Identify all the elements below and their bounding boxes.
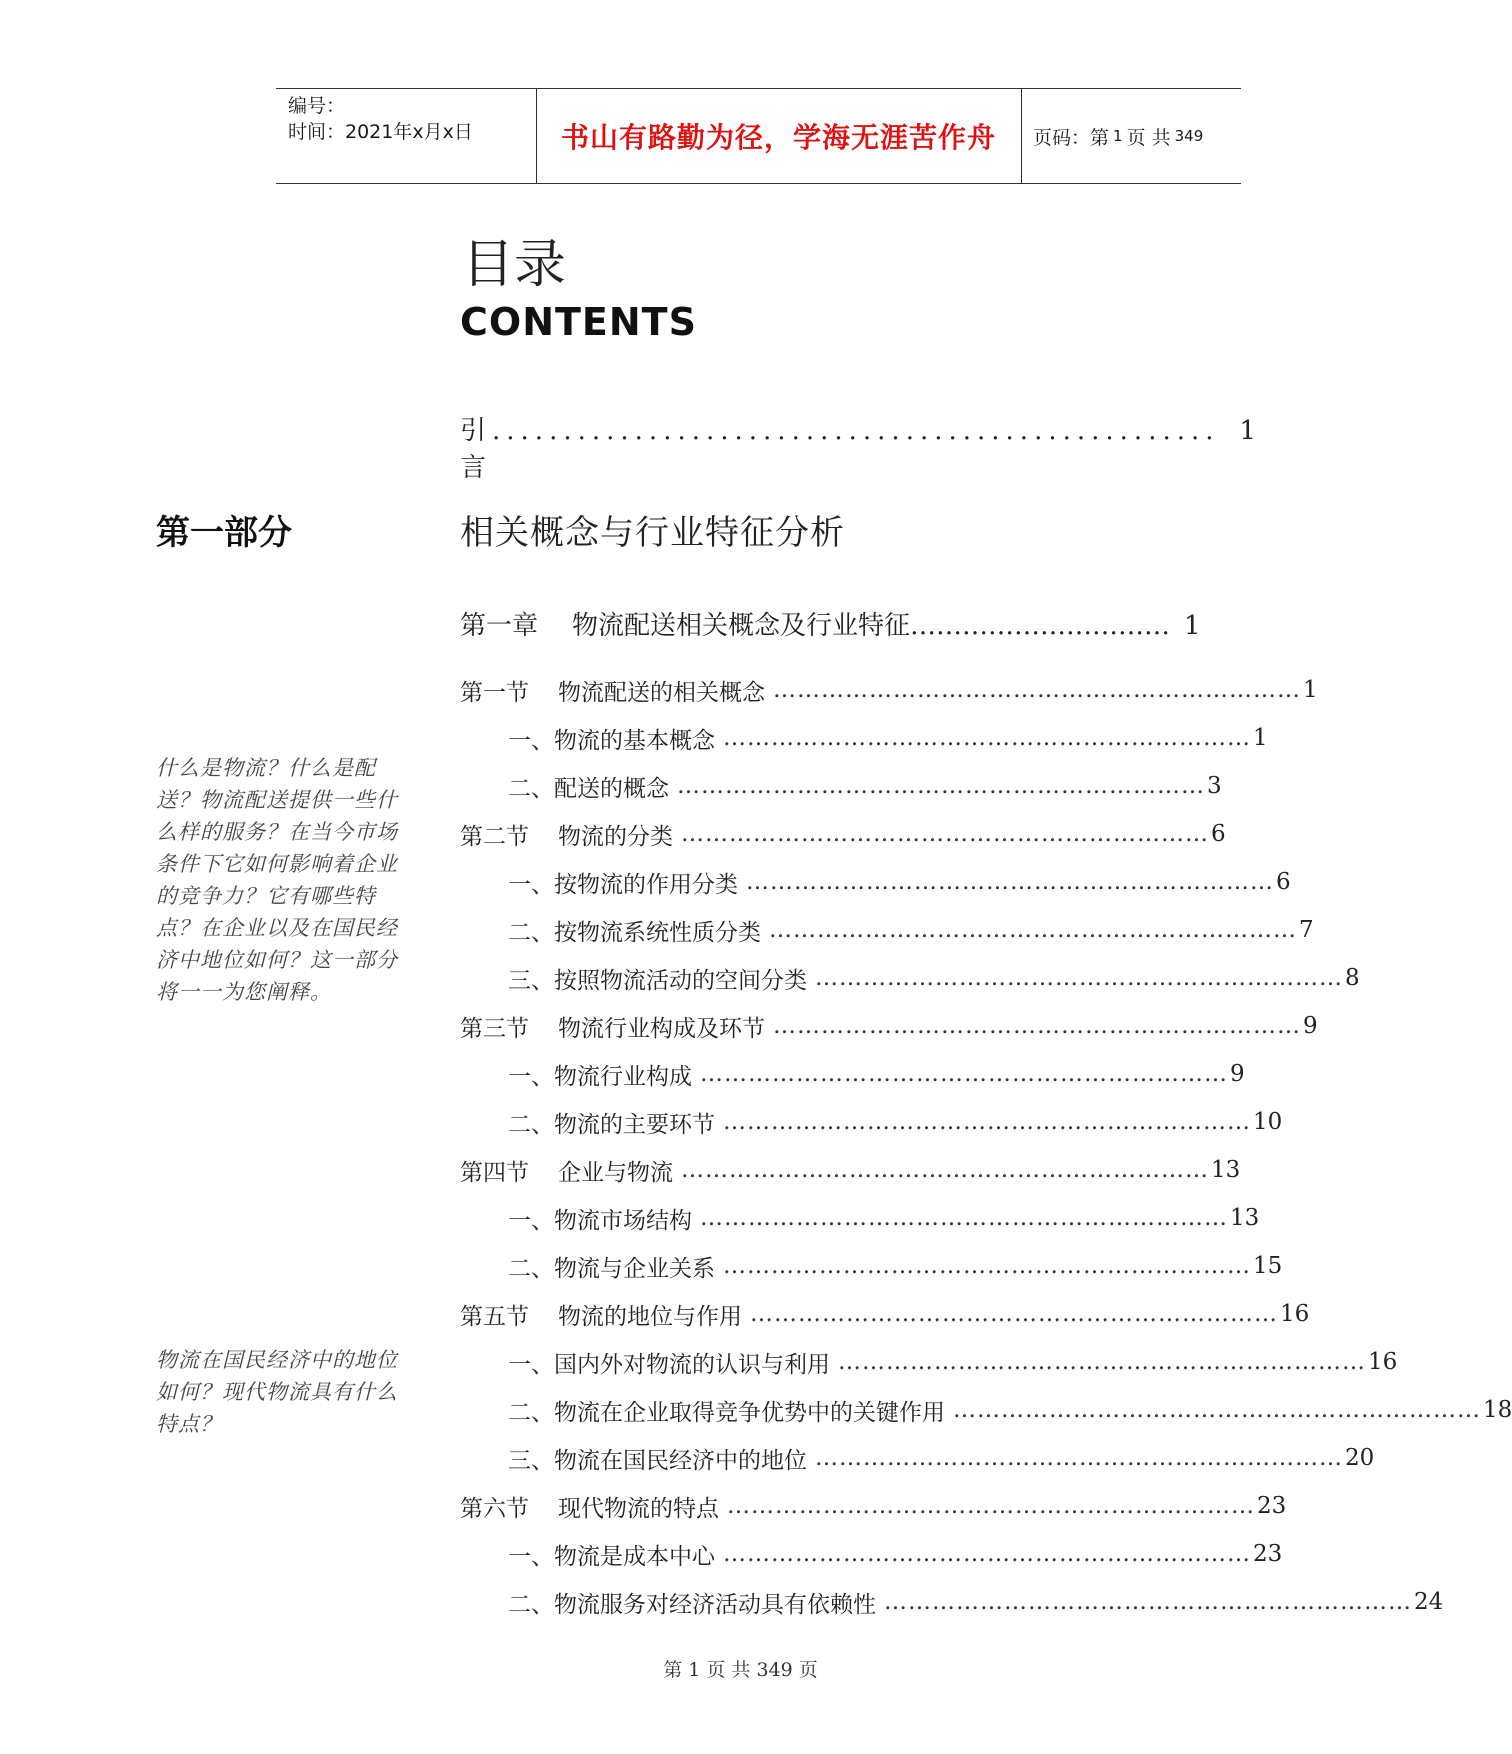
leader-dots: ………………………………………………………… <box>815 965 1343 991</box>
entry-page: 9 <box>1230 1061 1245 1087</box>
leader-dots: ………………………………………………………… <box>681 821 1209 847</box>
toc-list <box>460 666 1512 1626</box>
chapter-page: 1 <box>1184 611 1201 641</box>
part-label: 第一部分 <box>156 513 292 553</box>
toc-subsection-entry[interactable] <box>460 1194 1260 1242</box>
leader-dots: ………………………………………………………… <box>700 1205 1228 1231</box>
entry-page: 23 <box>1257 1493 1287 1519</box>
entry-title: 现代物流的特点 <box>558 1495 719 1522</box>
leader-dots: ………………………………………………………… <box>815 1445 1343 1471</box>
leader-dots: ………………………………………………………… <box>723 1109 1251 1135</box>
leader-dots: ................................................... <box>492 416 1220 446</box>
toc-section-entry[interactable] <box>460 1290 1310 1338</box>
entry-page: 13 <box>1211 1157 1241 1183</box>
document-time: 时间：2021年x月x日 <box>288 121 473 143</box>
entry-title: 企业与物流 <box>558 1159 673 1186</box>
page-mid: 页 共 <box>1126 126 1171 149</box>
entry-title: 二、物流与企业关系 <box>508 1255 715 1282</box>
leader-dots: ………………………………………………………… <box>953 1397 1481 1423</box>
entry-page: 16 <box>1280 1301 1310 1327</box>
entry-page: 10 <box>1253 1109 1283 1135</box>
entry-title: 二、配送的概念 <box>508 775 669 802</box>
intro-label: 引言 <box>460 416 487 483</box>
entry-page: 24 <box>1414 1589 1444 1615</box>
toc-section-entry[interactable] <box>460 1002 1318 1050</box>
document-number-label: 编号： <box>288 95 346 117</box>
entry-title: 一、物流的基本概念 <box>508 727 715 754</box>
entry-page: 13 <box>1230 1205 1260 1231</box>
header-page-info <box>1033 89 1207 183</box>
toc-subsection-entry[interactable] <box>460 1386 1512 1434</box>
entry-title: 一、按物流的作用分类 <box>508 871 738 898</box>
chapter-number: 第一章 <box>460 611 539 641</box>
entry-title: 二、物流服务对经济活动具有依赖性 <box>508 1591 876 1618</box>
toc-title-english: CONTENTS <box>460 300 697 344</box>
entry-title: 物流行业构成及环节 <box>558 1015 765 1042</box>
leader-dots: ………………………………………………………… <box>884 1589 1412 1615</box>
entry-page: 3 <box>1207 773 1222 799</box>
leader-dots: ………………………………………………………… <box>677 773 1205 799</box>
entry-page: 16 <box>1368 1349 1398 1375</box>
entry-page: 1 <box>1303 677 1318 703</box>
toc-subsection-entry[interactable] <box>460 762 1222 810</box>
toc-title-chinese: 目录 <box>462 235 567 295</box>
leader-dots: ………………………………………………………… <box>727 1493 1255 1519</box>
toc-section-entry[interactable] <box>460 1146 1241 1194</box>
intro-page: 1 <box>1239 416 1257 446</box>
chapter-title: 物流配送相关概念及行业特征 <box>572 611 911 641</box>
entry-title: 物流配送的相关概念 <box>558 679 765 706</box>
entry-page: 1 <box>1253 725 1268 751</box>
page-total: 349 <box>1174 127 1204 145</box>
toc-section-entry[interactable] <box>460 810 1226 858</box>
header-motto: 书山有路勤为径，学海无涯苦作舟 <box>560 121 996 154</box>
leader-dots: ………………………………………………………… <box>700 1061 1228 1087</box>
leader-dots: ………………………………………………………… <box>773 1013 1301 1039</box>
section-number: 第三节 <box>460 1015 529 1042</box>
toc-section-entry[interactable] <box>460 666 1318 714</box>
leader-dots: ………………………………………………………… <box>838 1349 1366 1375</box>
leader-dots: ………………………………………………………… <box>773 677 1301 703</box>
document-header <box>276 88 1241 184</box>
entry-page: 9 <box>1303 1013 1318 1039</box>
entry-title: 物流的地位与作用 <box>558 1303 742 1330</box>
entry-title: 一、物流是成本中心 <box>508 1543 715 1570</box>
header-meta <box>288 93 473 145</box>
entry-title: 一、物流行业构成 <box>508 1063 692 1090</box>
leader-dots: ………………………………………………………… <box>769 917 1297 943</box>
leader-dots: ………………………………………………………… <box>746 869 1274 895</box>
page-number: 1 <box>1113 127 1123 145</box>
entry-page: 8 <box>1345 965 1360 991</box>
toc-subsection-entry[interactable] <box>460 858 1291 906</box>
part-title: 相关概念与行业特征分析 <box>460 513 845 553</box>
leader-dots: ………………………………………………………… <box>723 725 1251 751</box>
entry-title: 二、物流在企业取得竞争优势中的关键作用 <box>508 1399 945 1426</box>
leader-dots: ………………………………………………………… <box>723 1253 1251 1279</box>
entry-page: 15 <box>1253 1253 1283 1279</box>
toc-subsection-entry[interactable] <box>460 954 1360 1002</box>
side-note-economy: 物流在国民经济中的地位如何？现代物流具有什么特点？ <box>156 1348 398 1436</box>
entry-page: 6 <box>1276 869 1291 895</box>
entry-title: 一、国内外对物流的认识与利用 <box>508 1351 830 1378</box>
entry-page: 18 <box>1483 1397 1512 1423</box>
toc-subsection-entry[interactable] <box>460 1050 1245 1098</box>
page-footer: 第 1 页 共 349 页 <box>663 1659 818 1681</box>
toc-intro-entry[interactable] <box>460 410 1257 484</box>
entry-title: 物流的分类 <box>558 823 673 850</box>
entry-page: 23 <box>1253 1541 1283 1567</box>
toc-subsection-entry[interactable] <box>460 714 1268 762</box>
section-number: 第四节 <box>460 1159 529 1186</box>
entry-page: 20 <box>1345 1445 1375 1471</box>
header-divider <box>1021 89 1022 183</box>
entry-title: 三、按照物流活动的空间分类 <box>508 967 807 994</box>
side-note-part-summary: 什么是物流？什么是配送？物流配送提供一些什么样的服务？在当今市场条件下它如何影响着企业的竞争力？它有哪些特点？在企业以及在国民经济中地位如何？这一部分将一一为您阐释。 <box>156 756 398 1004</box>
entry-page: 7 <box>1299 917 1314 943</box>
toc-subsection-entry[interactable] <box>460 1530 1283 1578</box>
entry-page: 6 <box>1211 821 1226 847</box>
toc-subsection-entry[interactable] <box>460 1098 1283 1146</box>
page-prefix: 页码：第 <box>1033 126 1110 149</box>
toc-subsection-entry[interactable] <box>460 906 1314 954</box>
toc-chapter-entry[interactable] <box>460 605 1201 642</box>
section-number: 第五节 <box>460 1303 529 1330</box>
entry-title: 二、物流的主要环节 <box>508 1111 715 1138</box>
entry-title: 一、物流市场结构 <box>508 1207 692 1234</box>
leader-dots: ………………………………………………………… <box>723 1541 1251 1567</box>
toc-subsection-entry[interactable] <box>460 1338 1398 1386</box>
toc-subsection-entry[interactable] <box>460 1242 1283 1290</box>
section-number: 第二节 <box>460 823 529 850</box>
leader-dots: ………………………………………………………… <box>681 1157 1209 1183</box>
leader-dots: ………………………… <box>910 611 1171 641</box>
section-number: 第一节 <box>460 679 529 706</box>
toc-subsection-entry[interactable] <box>460 1578 1444 1626</box>
entry-title: 三、物流在国民经济中的地位 <box>508 1447 807 1474</box>
leader-dots: ………………………………………………………… <box>750 1301 1278 1327</box>
entry-title: 二、按物流系统性质分类 <box>508 919 761 946</box>
section-number: 第六节 <box>460 1495 529 1522</box>
toc-subsection-entry[interactable] <box>460 1434 1375 1482</box>
toc-section-entry[interactable] <box>460 1482 1287 1530</box>
